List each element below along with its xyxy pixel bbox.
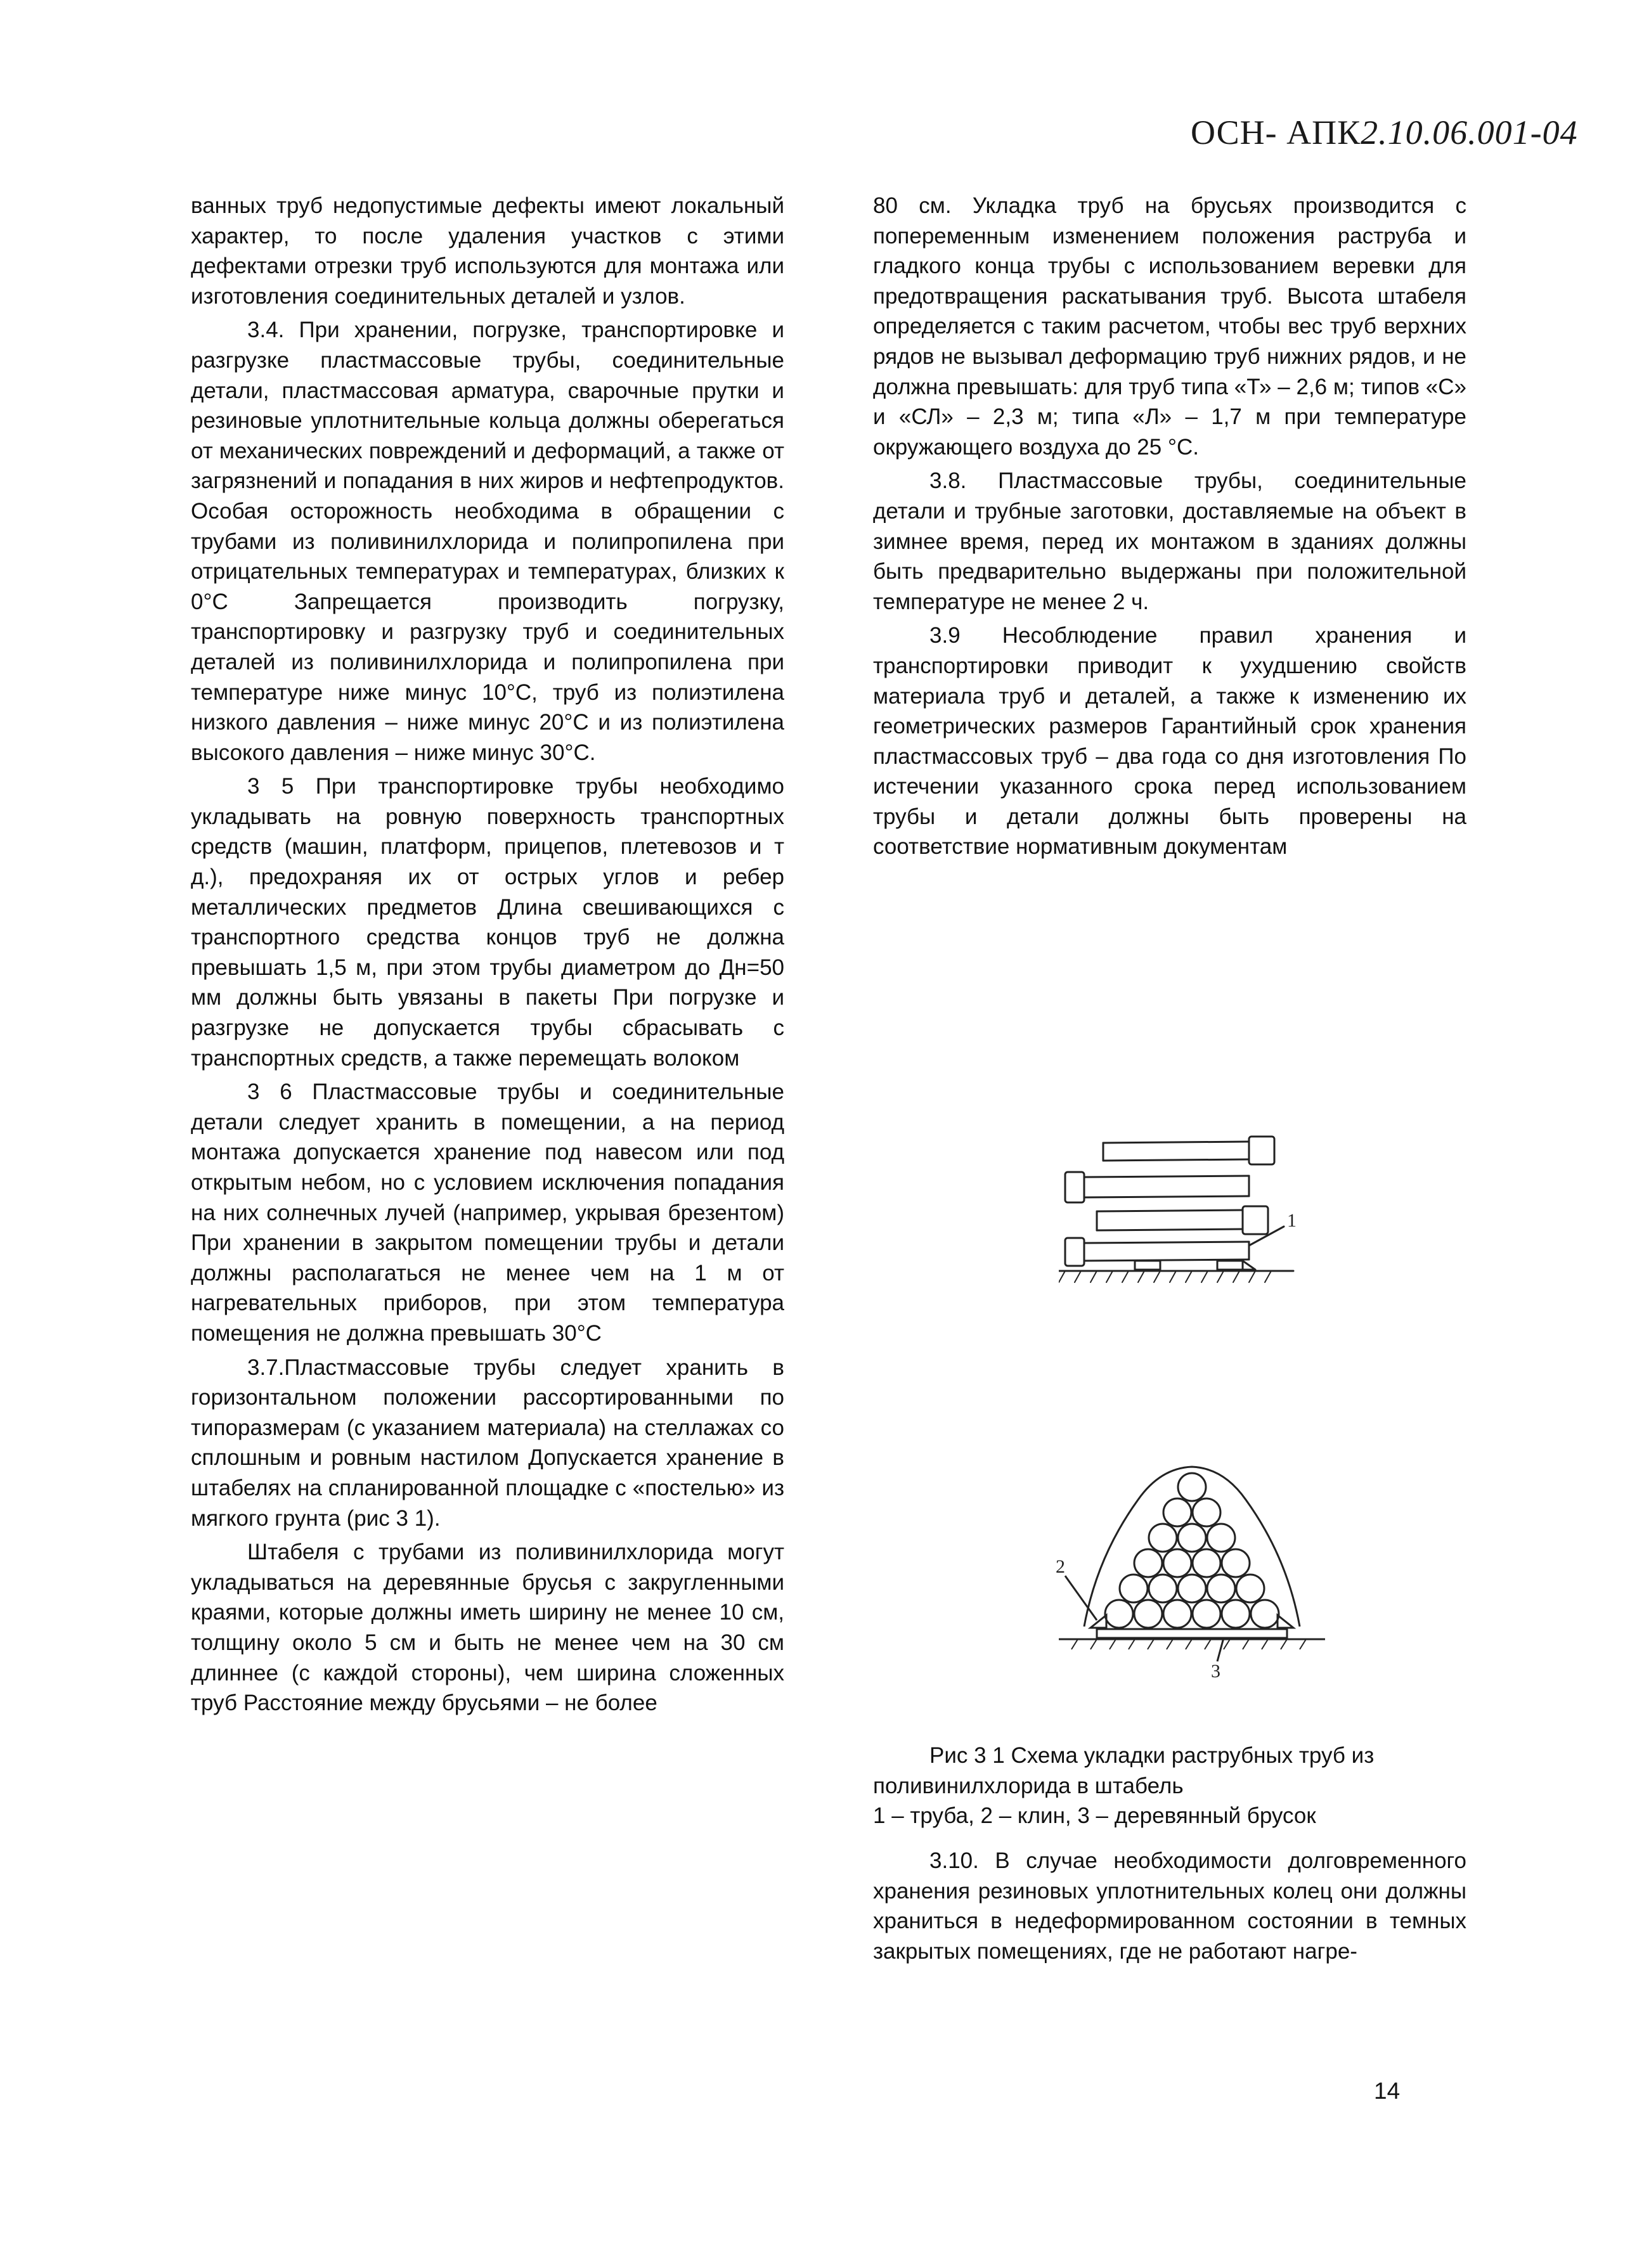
paragraph-3-10-block: [873, 1846, 1466, 1966]
paragraph-continued-right: 80 см. Укладка труб на брусьях производится с попеременным изменением положения раструба и гладкого конца трубы с использованием веревки для предотвращения раскатывания труб. Высота штабеля определяется с таким расчетом, чтобы вес труб верхних рядов не вызывал деформацию труб нижних рядов, и не должна превышать: для труб типа «Т» – 2,6 м; типов «С» и «СЛ» – 2,3 м; типа «Л» – 1,7 м при температуре окружающего воздуха до 25 °С.: [873, 193, 1466, 460]
document-code-handwritten: 2.10.06.001-04: [1361, 113, 1578, 151]
figure-label-3: 3: [1211, 1661, 1220, 1682]
document-code-printed: ОСН- АПК: [1191, 113, 1361, 151]
pipe-stack-cross-section-figure: [1002, 1449, 1382, 1703]
paragraph-3-4: 3.4. При хранении, погрузке, транспортировке и разгрузке пластмассовые трубы, соединительные детали, пластмассовая арматура, сварочные прутки и резиновые уплотнительные кольца должны оберегаться от механических повреждений и деформаций, а также от загрязнений и попадания в них жиров и нефтепродуктов. Особая осторожность необходима в обращении с трубами из поливинилхлорида и полипропилена при отрицательных температурах и температурах, близких к 0°С Запрещается производить погрузку, транспортировку и разгрузку труб и соединительных деталей из поливинилхлорида и полипропилена при температуре ниже минус 10°С, труб из полиэтилена низкого давления – ниже минус 20°С и из полиэтилена высокого давления – ниже минус 30°С.: [191, 318, 784, 765]
figure-caption-block: [873, 1741, 1466, 1831]
paragraph-3-5: 3 5 При транспортировке трубы необходимо укладывать на ровную поверхность транспортных средств (машин, платформ, прицепов, плетевозов и т д.), предохраняя их от острых углов и ребер металлических предметов Длина свешивающихся с транспортного средства концов труб не должна превышать 1,5 м, при этом трубы диаметром до Дн=50 мм должны быть увязаны в пакеты При погрузке и разгрузке не допускается трубы сбрасывать с транспортных средств, а также перемещать волоком: [191, 774, 784, 1071]
figure-label-2: 2: [1056, 1556, 1065, 1577]
paragraph-continued: ванных труб недопустимые дефекты имеют локальный характер, то после удаления участков с этими дефектами отрезки труб используются для монтажа или изготовления соединительных деталей и узлов.: [191, 193, 784, 309]
page-number: 14: [1374, 2078, 1401, 2104]
document-code: [1191, 113, 1578, 152]
paragraph-3-10: 3.10. В случае необходимости долговременного хранения резиновых уплотнительных колец они должны храниться в недеформированном состоянии в темных закрытых помещениях, где не работают нагре-: [873, 1848, 1466, 1964]
paragraph-3-7: 3.7.Пластмассовые трубы следует хранить в горизонтальном положении рассортированными по типоразмерам (с указанием материала) на стеллажах со сплошным и ровным настилом Допускается хранение в штабелях на спланированной площадке с «постелью» из мягкого грунта (рис 3 1).: [191, 1355, 784, 1531]
paragraph-3-6: 3 6 Пластмассовые трубы и соединительные детали следует хранить в помещении, а на период монтажа допускается хранение под навесом или под открытым небом, но с условием исключения попадания на них солнечных лучей (например, укрывая брезентом) При хранении в закрытом помещении трубы и детали должны располагаться не менее чем на 1 м от нагревательных приборов, при этом температура помещения не должна превышать 30°С: [191, 1079, 784, 1346]
paragraph-3-8: 3.8. Пластмассовые трубы, соединительные детали и трубные заготовки, доставляемые на объект в зимнее время, перед их монтажом в зданиях должны быть предварительно выдержаны при положительной температуре не менее 2 ч.: [873, 468, 1466, 614]
pipe-stack-side-view-figure: [1059, 1125, 1300, 1290]
figure-legend: 1 – труба, 2 – клин, 3 – деревянный брусок: [873, 1803, 1316, 1829]
paragraph-3-9: 3.9 Несоблюдение правил хранения и транспортировки приводит к ухудшению свойств материала труб и деталей, а также к изменению их геометрических размеров Гарантийный срок хранения пластмассовых труб – два года со дня изготовления По истечении указанного срока перед использованием трубы и детали должны быть проверены на соответствие нормативным документам: [873, 623, 1466, 860]
left-column: [191, 191, 784, 1722]
figure-label-1: 1: [1287, 1210, 1297, 1231]
right-column: [873, 191, 1466, 866]
paragraph-stacks: Штабеля с трубами из поливинилхлорида могут укладываться на деревянные брусья с закругленными краями, которые должны иметь ширину не менее 10 см, толщину около 5 см и быть не менее чем на 30 см длиннее (с каждой стороны), чем ширина сложенных труб Расстояние между брусьями – не более: [191, 1540, 784, 1716]
figure-caption: Рис 3 1 Схема укладки раструбных труб из поливинилхлорида в штабель: [873, 1743, 1375, 1798]
